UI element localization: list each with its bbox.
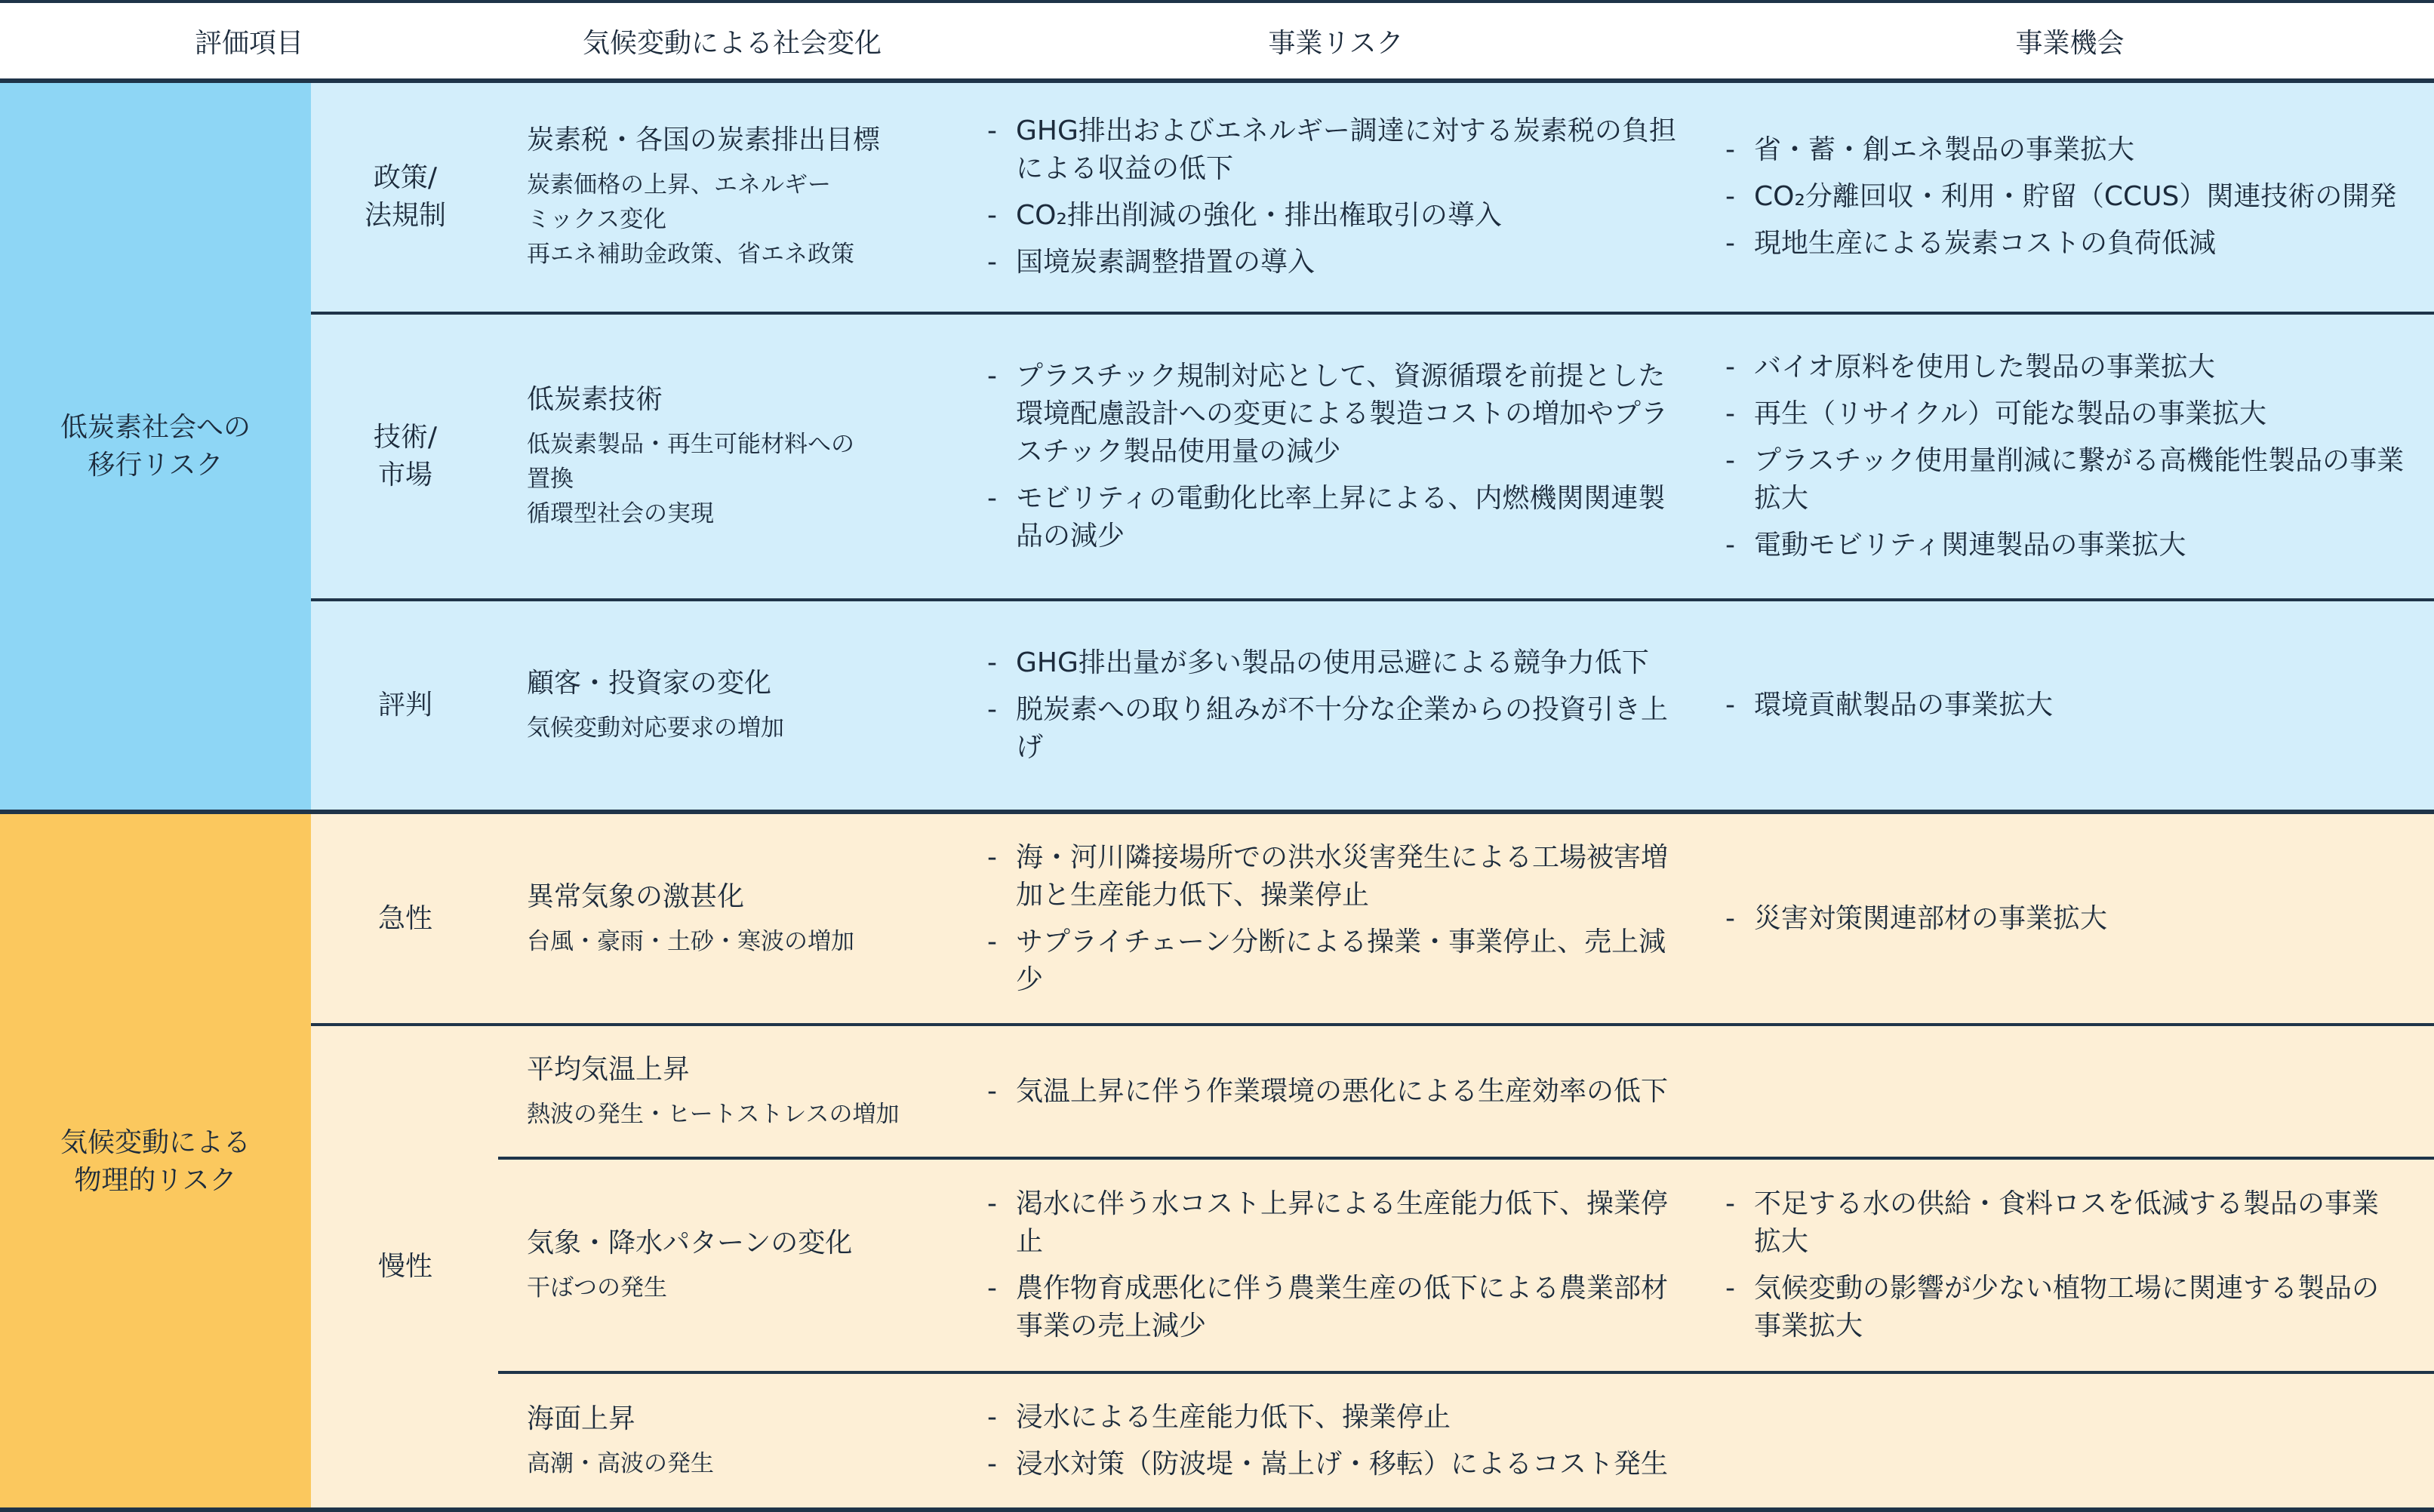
opportunity-item: - 災害対策関連部材の事業拡大 (1725, 900, 2405, 938)
risk-item: - モビリティの電動化比率上昇による、内燃機関関連製品の減少 (987, 480, 1689, 555)
risk-chronic-sea-level (987, 1374, 1689, 1507)
opportunity-reputation (1725, 601, 2405, 810)
category-transition-label: 低炭素社会への 移行リスク (60, 411, 251, 481)
opportunity-chronic-precipitation (1725, 1160, 2405, 1371)
social-precipitation-title: 気象・降水パターンの変化 (527, 1228, 853, 1258)
risk-policy (987, 81, 1689, 312)
header-business-risk: 事業リスク (1268, 27, 1404, 59)
social-acute-title: 異常気象の激甚化 (527, 880, 745, 912)
risk-item: - サプライチェーン分断による操業・事業停止、売上減少 (987, 923, 1689, 999)
sub-chronic-label: 慢性 (377, 1251, 432, 1282)
social-temperature-note: 熱波の発生・ヒートストレスの増加 (527, 1100, 900, 1128)
social-reputation (527, 601, 949, 810)
risk-item: - 浸水対策（防波堤・嵩上げ・移転）によるコスト発生 (987, 1446, 1689, 1483)
social-policy-note: 炭素価格の上昇、エネルギー ミックス変化 再エネ補助金政策、省エネ政策 (527, 171, 854, 268)
risk-reputation (987, 601, 1689, 810)
header-business-opportunity: 事業機会 (2015, 27, 2125, 59)
opportunity-technology (1725, 315, 2405, 598)
risk-chronic-temperature (987, 1026, 1689, 1157)
risk-item: - CO₂排出削減の強化・排出権取引の導入 (987, 197, 1689, 235)
risk-technology (987, 315, 1689, 598)
header-evaluation-item: 評価項目 (194, 27, 303, 59)
risk-item: - 農作物育成悪化に伴う農業生産の低下による農業部材事業の売上減少 (987, 1270, 1689, 1345)
opportunity-item: - CO₂分離回収・利用・貯留（CCUS）関連技術の開発 (1725, 178, 2405, 216)
risk-item: - 渇水に伴う水コスト上昇による生産能力低下、操業停止 (987, 1185, 1689, 1261)
risk-item: - 海・河川隣接場所での洪水災害発生による工場被害増加と生産能力低下、操業停止 (987, 839, 1689, 914)
opportunity-item: - 環境貢献製品の事業拡大 (1725, 687, 2405, 724)
risk-item: - 脱炭素への取り組みが不十分な企業からの投資引き上げ (987, 691, 1689, 767)
opportunity-item: - 省・蓄・創エネ製品の事業拡大 (1725, 131, 2405, 169)
sub-policy (311, 81, 500, 312)
social-sea-level-title: 海面上昇 (527, 1403, 636, 1434)
bottom-rule (0, 1507, 2434, 1512)
opportunity-item: - バイオ原料を使用した製品の事業拡大 (1725, 349, 2405, 386)
opportunity-item: - 現地生産による炭素コストの負荷低減 (1725, 225, 2405, 263)
opportunity-acute (1725, 814, 2405, 1023)
social-chronic-precipitation (527, 1160, 949, 1371)
risk-item: - GHG排出量が多い製品の使用忌避による競争力低下 (987, 644, 1689, 682)
category-physical-risk (0, 814, 311, 1509)
opportunity-item: - 不足する水の供給・食料ロスを低減する製品の事業拡大 (1725, 1185, 2405, 1261)
social-policy (527, 81, 949, 312)
social-technology (527, 315, 949, 598)
social-reputation-note: 気候変動対応要求の増加 (527, 715, 784, 742)
opportunity-item: - 気候変動の影響が少ない植物工場に関連する製品の事業拡大 (1725, 1270, 2405, 1345)
risk-item: - 国境炭素調整措置の導入 (987, 244, 1689, 281)
social-acute-note: 台風・豪雨・土砂・寒波の増加 (527, 927, 854, 955)
opportunity-item: - プラスチック使用量削減に繋がる高機能性製品の事業拡大 (1725, 442, 2405, 518)
social-sea-level-note: 高潮・高波の発生 (527, 1449, 714, 1477)
social-temperature-title: 平均気温上昇 (527, 1053, 691, 1085)
social-reputation-title: 顧客・投資家の変化 (527, 668, 772, 699)
sub-chronic (311, 1026, 500, 1507)
category-transition-risk (0, 81, 311, 811)
risk-item: - 浸水による生産能力低下、操業停止 (987, 1399, 1689, 1437)
risk-item: - 気温上昇に伴う作業環境の悪化による生産効率の低下 (987, 1073, 1689, 1111)
sub-acute (311, 814, 500, 1023)
sub-reputation-label: 評判 (377, 690, 432, 721)
social-chronic-sea-level (527, 1374, 949, 1507)
social-acute (527, 814, 949, 1023)
opportunity-item: - 電動モビリティ関連製品の事業拡大 (1725, 527, 2405, 564)
opportunity-policy (1725, 81, 2405, 312)
social-precipitation-note: 干ばつの発生 (527, 1274, 667, 1301)
social-technology-note: 低炭素製品・再生可能材料への 置換 循環型社会の実現 (527, 431, 854, 527)
risk-item: - GHG排出およびエネルギー調達に対する炭素税の負担による収益の低下 (987, 112, 1689, 188)
risk-acute (987, 814, 1689, 1023)
header-social-change: 気候変動による社会変化 (582, 27, 882, 59)
sub-reputation (311, 601, 500, 810)
sub-acute-label: 急性 (377, 902, 432, 934)
sub-policy-label: 政策/ 法規制 (364, 161, 446, 231)
category-physical-label: 気候変動による 物理的リスク (60, 1126, 251, 1196)
opportunity-item: - 再生（リサイクル）可能な製品の事業拡大 (1725, 395, 2405, 433)
sub-technology-label: 技術/ 市場 (373, 422, 438, 490)
risk-item: - プラスチック規制対応として、資源循環を前提とした環境配慮設計への変更による製造コストの増加やプラスチック製品使用量の減少 (987, 358, 1689, 471)
social-policy-title: 炭素税・各国の炭素排出目標 (527, 124, 881, 155)
sub-technology-market (311, 315, 500, 598)
social-chronic-temperature (527, 1026, 949, 1157)
social-technology-title: 低炭素技術 (527, 384, 663, 415)
risk-chronic-precipitation (987, 1160, 1689, 1371)
